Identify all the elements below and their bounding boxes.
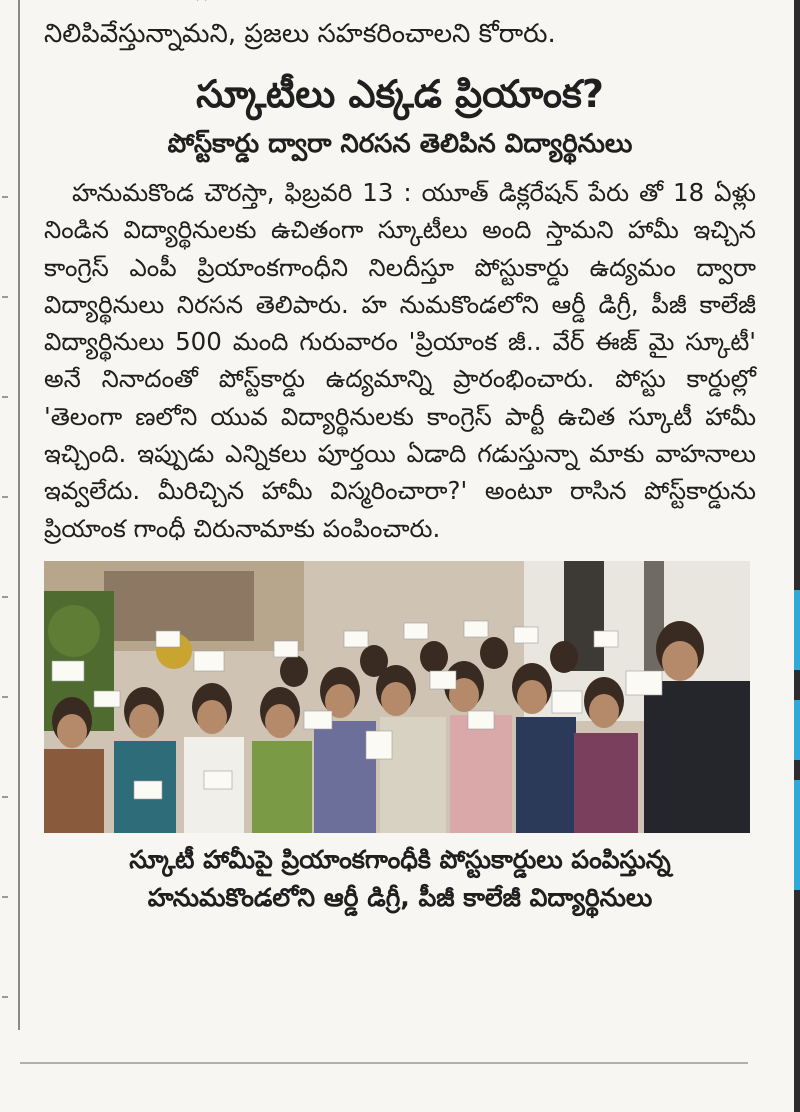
headline: స్కూటీలు ఎక్కడ ప్రియాంక? (196, 72, 604, 116)
news-photo (44, 561, 750, 833)
column-rule (18, 0, 20, 1030)
page-edge-stripe (794, 0, 800, 1112)
page-edge-marks (0, 0, 10, 1112)
bottom-divider (20, 1062, 748, 1064)
page-edge-accent (794, 590, 800, 670)
page-edge-accent (794, 700, 800, 760)
photo-caption-line-2: హనుమకొండలోని ఆర్డీ డిగ్రీ, పీజీ కాలేజీ విద్యార్థినులు (147, 882, 653, 912)
photo-caption-line-1: స్కూటీ హామీపై ప్రియాంకగాంధీకి పోస్టుకార్డులు పంపిస్తున్న (129, 844, 671, 874)
previous-article-partial-line (44, 0, 756, 14)
article-body: హనుమకొండ చౌరస్తా, ఫిబ్రవరి 13 : యూత్ డిక్లరేషన్ పేరు తో 18 ఏళ్లు నిండిన విద్యార్థినులకు ఉచితంగా స్కూటీలు అంది స్తామని హామీ ఇచ్చిన కాంగ్రెస్ ఎంపీ ప్రియాంకగాంధీని నిలదీస్తూ పోస్టుకార్డు ఉద్యమం ద్వారా విద్యార్థినులు నిరసన తెలిపారు. హ నుమకొండలోని ఆర్డీ డిగ్రీ, పీజీ కాలేజీ విద్యార్థినులు 500 మంది గురువారం 'ప్రియాంక జీ.. వేర్ ఈజ్ మై స్కూటీ' అనే నినాదంతో పోస్ట్‌కార్డు ఉద్యమాన్ని ప్రారంభించారు. పోస్టు కార్డుల్లో 'తెలంగా ణలోని యువ విద్యార్థినులకు కాంగ్రెస్ పార్టీ ఉచిత స్కూటీ హామీ ఇచ్చింది. ఇప్పుడు ఎన్నికలు పూర్తయి ఏడాది గడుస్తున్నా మాకు వాహనాలు ఇవ్వలేదు. మీరిచ్చిన హామీ విస్మరించారా?' అంటూ రాసిన పోస్ట్‌కార్డును ప్రియాంక గాంధీ చిరునామాకు పంపించారు. (44, 178, 756, 543)
news-article (44, 0, 756, 917)
page-edge-accent (794, 780, 800, 890)
previous-article-last-line: నిలిపివేస్తున్నామని, ప్రజలు సహకరించాలని కోరారు. (44, 19, 556, 49)
students-holding-postcards-photo (44, 561, 750, 833)
subheadline: పోస్ట్‌కార్డు ద్వారా నిరసన తెలిపిన విద్యార్థినులు (167, 129, 633, 159)
